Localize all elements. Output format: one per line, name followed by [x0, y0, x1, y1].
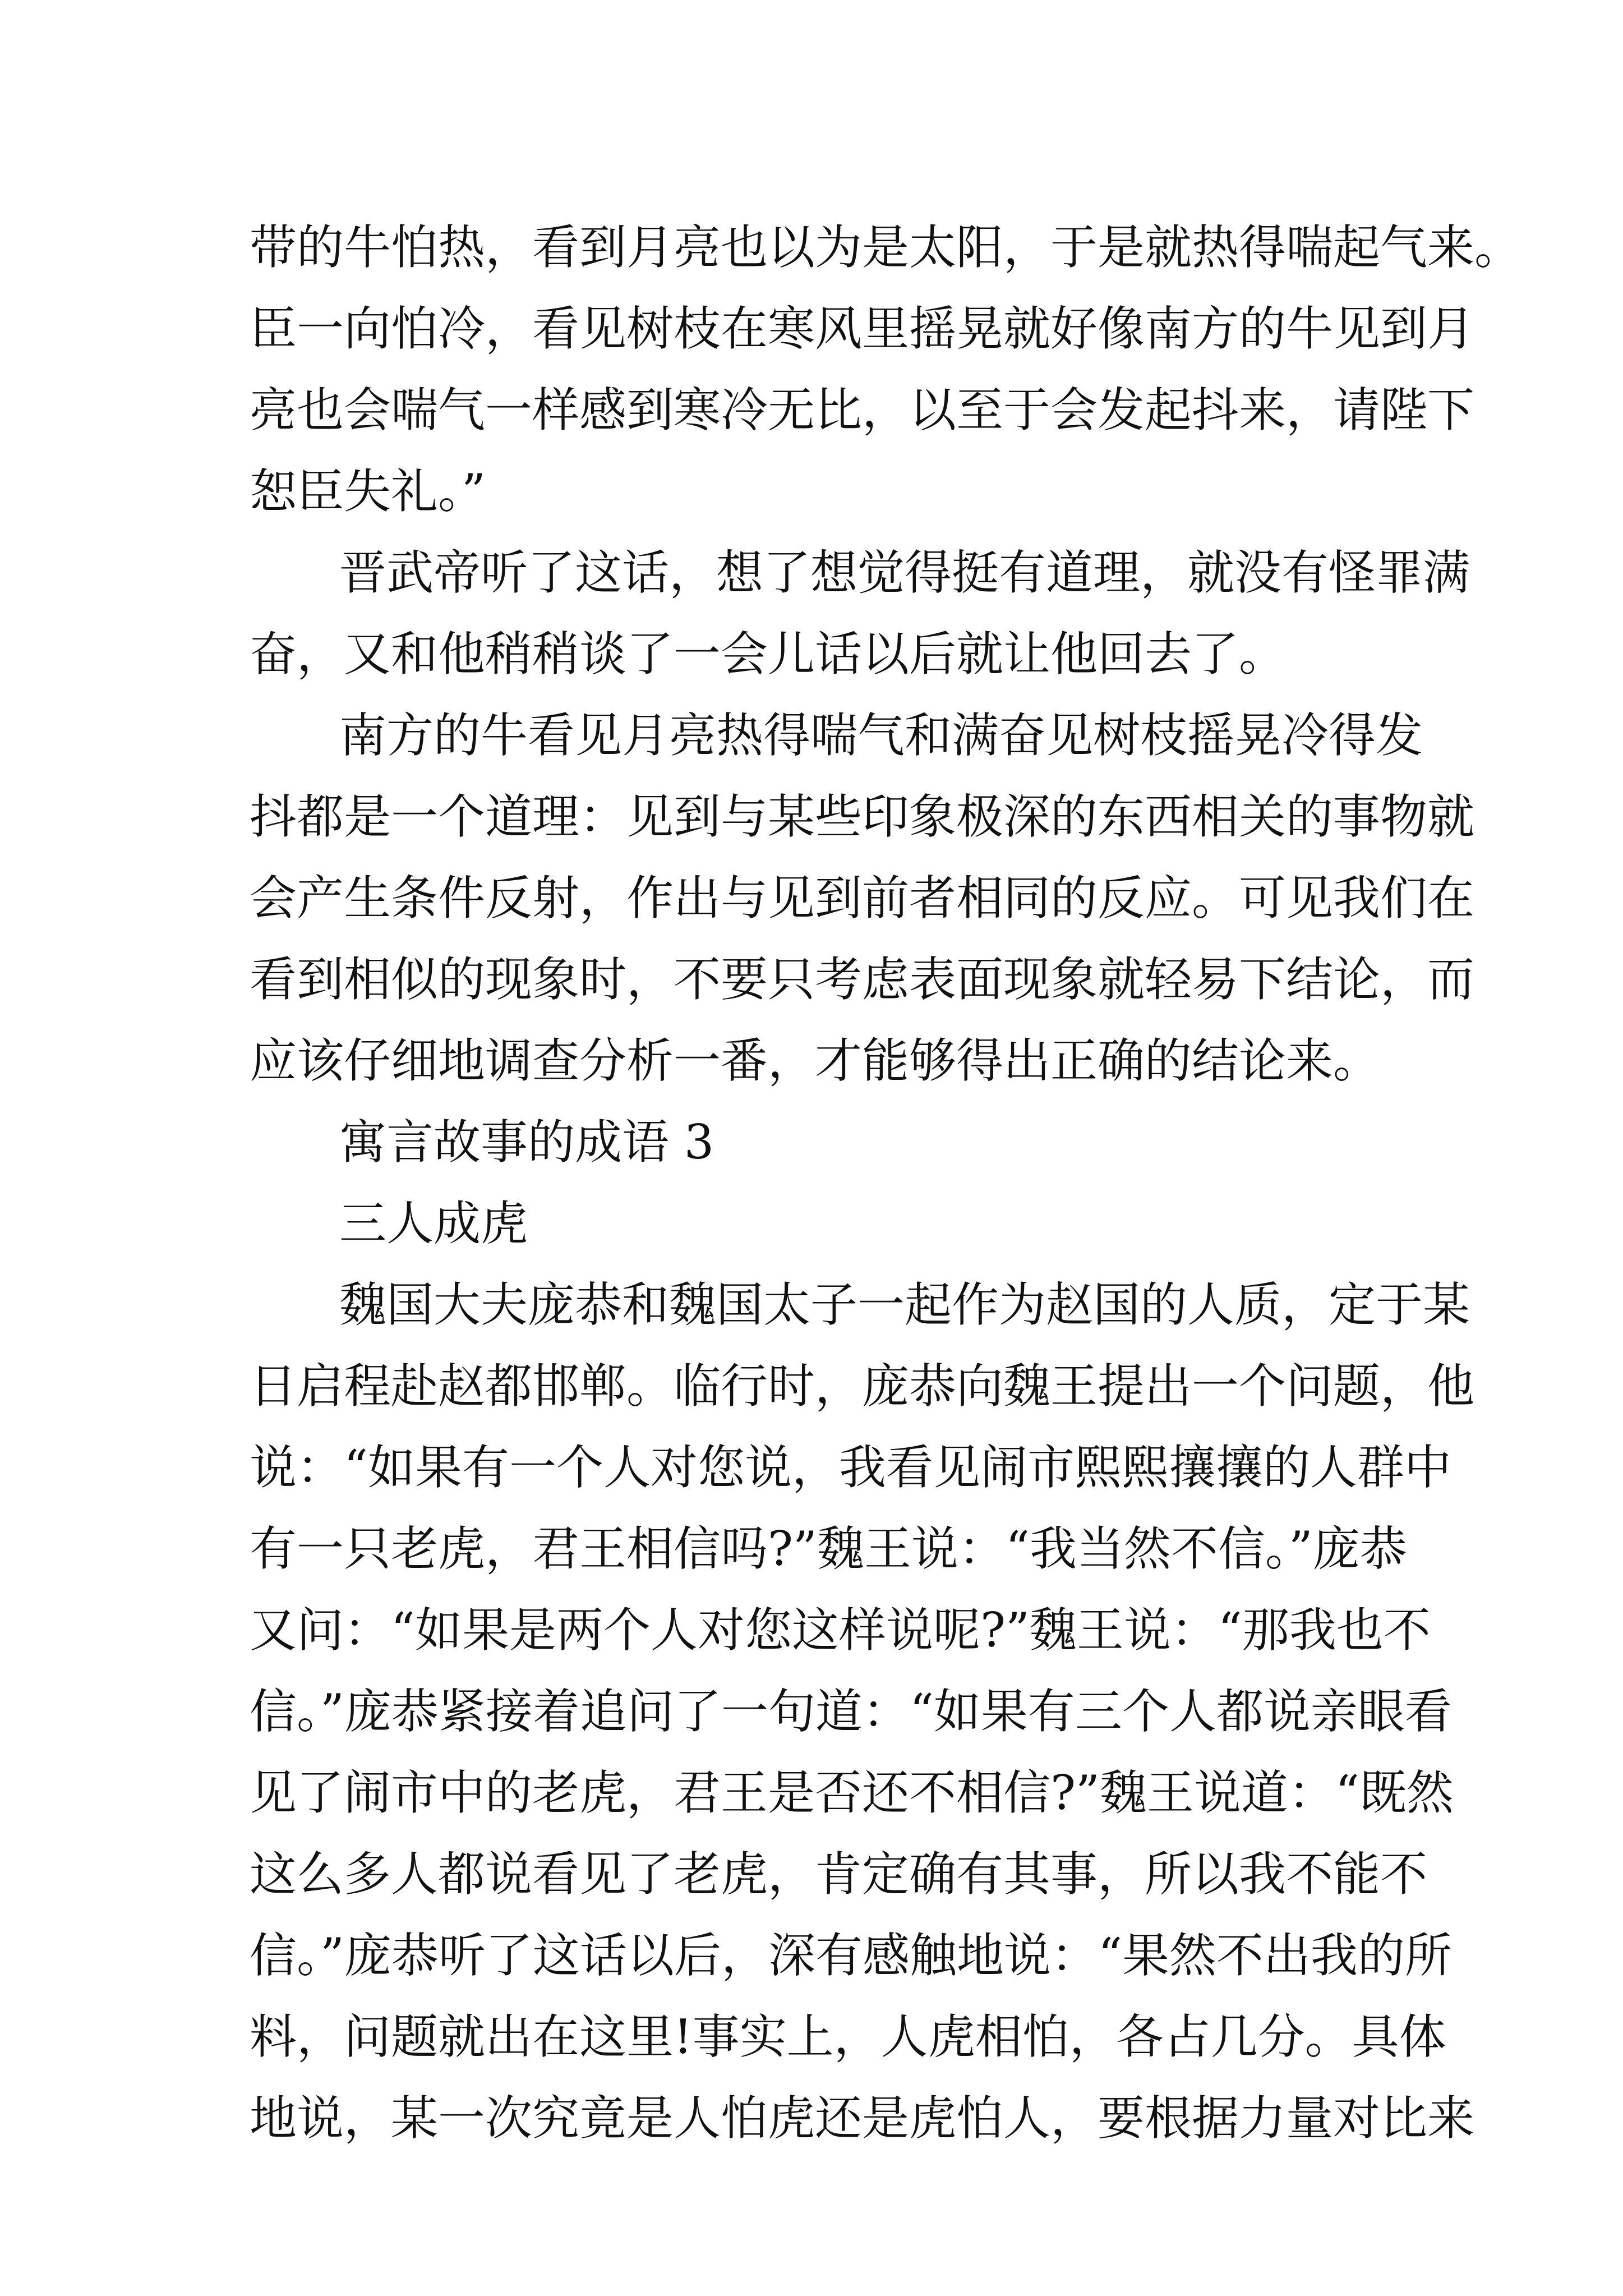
text-line: 地说，某一次究竟是人怕虎还是虎怕人，要根据力量对比来 [250, 2091, 1475, 2146]
text-line: 应该仔细地调查分析一番，才能够得出正确的结论来。 [250, 1033, 1381, 1088]
paragraph-first-line: 晋武帝听了这话，想了想觉得挺有道理，就没有怪罪满 [339, 545, 1470, 600]
text-line: 这么多人都说看见了老虎，肯定确有其事，所以我不能不 [250, 1847, 1428, 1902]
text-line: 臣一向怕冷，看见树枝在寒风里摇晃就好像南方的牛见到月 [250, 301, 1475, 356]
text-line: 奋，又和他稍稍谈了一会儿话以后就让他回去了。 [250, 627, 1287, 682]
story-title: 三人成虎 [339, 1196, 528, 1251]
text-line: 恕臣失礼。” [250, 464, 486, 519]
text-line: 有一只老虎，君王相信吗?”魏王说：“我当然不信。”庞恭 [250, 1521, 1407, 1576]
paragraph-first-line: 南方的牛看见月亮热得喘气和满奋见树枝摇晃冷得发 [339, 708, 1423, 763]
text-line: 信。”庞恭听了这话以后，深有感触地说：“果然不出我的所 [250, 1928, 1452, 1983]
text-line: 见了闹市中的老虎，君王是否还不相信?”魏王说道：“既然 [250, 1765, 1454, 1820]
text-line: 日启程赴赵都邯郸。临行时，庞恭向魏王提出一个问题，他 [250, 1359, 1475, 1414]
text-line: 亮也会喘气一样感到寒冷无比，以至于会发起抖来，请陛下 [250, 383, 1475, 438]
text-line: 看到相似的现象时，不要只考虑表面现象就轻易下结论，而 [250, 952, 1475, 1007]
text-line: 带的牛怕热，看到月亮也以为是太阳，于是就热得喘起气来。 [250, 220, 1522, 275]
paragraph-first-line: 魏国大夫庞恭和魏国太子一起作为赵国的人质，定于某 [339, 1277, 1470, 1332]
text-line: 信。”庞恭紧接着追问了一句道：“如果有三个人都说亲眼看 [250, 1684, 1452, 1739]
text-line: 抖都是一个道理：见到与某些印象极深的东西相关的事物就 [250, 789, 1475, 844]
text-line: 说：“如果有一个人对您说，我看见闹市熙熙攘攘的人群中 [250, 1440, 1451, 1495]
text-line: 料，问题就出在这里!事实上，人虎相怕，各占几分。具体 [250, 2009, 1446, 2064]
section-heading: 寓言故事的成语 3 [339, 1115, 714, 1170]
text-line: 又问：“如果是两个人对您这样说呢?”魏王说：“那我也不 [250, 1603, 1431, 1658]
text-line: 会产生条件反射，作出与见到前者相同的反应。可见我们在 [250, 871, 1475, 926]
